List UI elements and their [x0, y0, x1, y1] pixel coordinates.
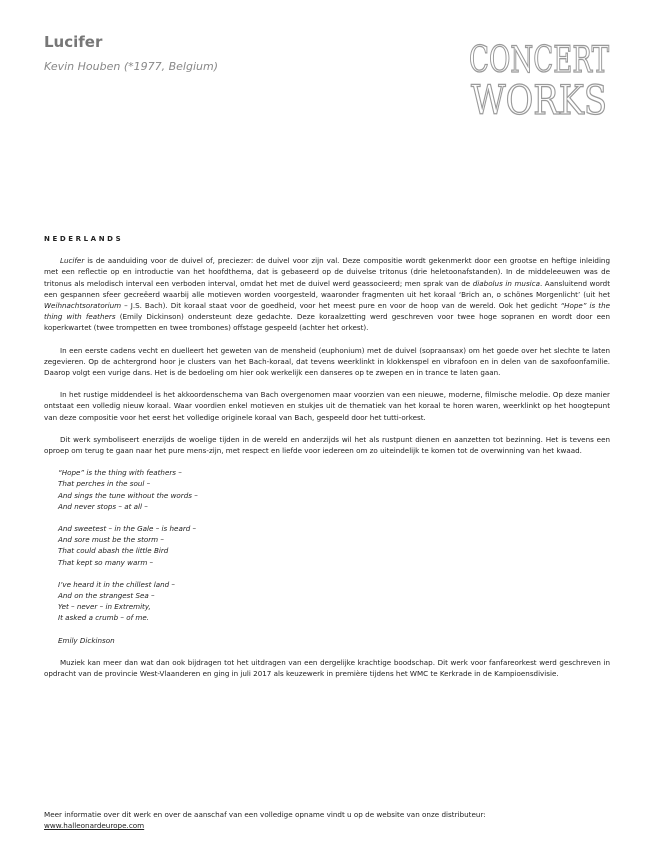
poem-line: Yet – never – in Extremity,: [58, 602, 151, 612]
poem-author: Emily Dickinson: [58, 635, 115, 645]
paragraph-symboliek: Dit werk symboliseert enerzijds de woelige tijden in de wereld en anderzijds wil het als rustpunt dienen en aanzetten tot bezinning. Het is tevens een oproep om terug te gaan naar het pure mens-zijn, met respect en liefde voor iedereen om zo uiteindelijk te komen tot de overwinning van het kwaad.: [44, 434, 610, 456]
text-run: – J.S. Bach). Dit koraal staat voor de goedheid, voor het meest pure en voor de hoop van de wereld. Ook het gedicht: [121, 301, 561, 311]
piece-title: Lucifer: [44, 33, 103, 51]
poem-line: And sweetest – in the Gale – is heard –: [58, 524, 197, 534]
footer: [44, 809, 486, 831]
poem-line: And never stops – at all –: [58, 501, 148, 511]
logo-graphic: [466, 32, 612, 126]
paragraph-middendeel: In het rustige middendeel is het akkoordenschema van Bach overgenomen maar voorzien van een nieuwe, moderne, filmische melodie. Op deze manier ontstaat een volledig nieuw koraal. Waar voordien enkel motieven en stukjes uit de thematiek van het koraal te horen waren, weerklinkt op het hoogtepunt van deze compositie voor het eerst het volledige originele koraal van Bach, gespeeld door het tutti-orkest.: [44, 390, 610, 422]
poem-line: And sore must be the storm –: [58, 535, 164, 545]
paragraph-cadens: In een eerste cadens vecht en duelleert het geweten van de mensheid (euphonium) met de duivel (sopraansax) om het goede over het slechte te laten zegevieren. Op de achtergrond hoor je clusters van het Bach-koraal, dat tevens weerklinkt in klokkenspel en vibrafoon en in delen van de saxofoonfamilie. Daarop volgt een vurige dans. Het is de bedoeling om hier ook werkelijk een danseres op te zwepen en in trance te laten gaan.: [44, 345, 610, 378]
poem-stanza: [58, 467, 610, 512]
text-run: . Aansluitend wordt een gespannen sfeer gecreëerd waarbij alle motieven worden voorgesteld, waaronder fragmenten uit het koraal ‘Brich an, o schönes Morgenlicht’ (uit het: [44, 278, 610, 299]
text-em: Weihnachtsoratorium: [44, 301, 122, 311]
poem-stanza: [58, 579, 610, 624]
paragraph-intro: [44, 255, 610, 333]
poem-line: That kept so many warm –: [58, 557, 154, 567]
poem: [58, 467, 610, 623]
text-em: diabolus in musica: [472, 278, 540, 288]
poem-line: That could abash the little Bird: [58, 546, 169, 556]
poem-line: That perches in the soul –: [58, 479, 151, 489]
logo-text-works: WORKS: [471, 78, 607, 124]
text-em: “Hope” is the thing with feathers: [44, 301, 610, 322]
poem-line: I’ve heard it in the chillest land –: [58, 579, 175, 589]
concert-works-logo: [466, 32, 612, 126]
text-run: is de aanduiding voor de duivel of, preciezer: de duivel voor zijn val. Deze compositie wordt gekenmerkt door een grootse en heftige inleiding met een reflectie op en introductie van het hoofdthema, dat is gebaseerd op de duivelse tritonus (drie heletoonafstanden). In de middeleeuwen was de tritonus als melodisch interval een verboden interval, omdat het met de duivel werd geassocieerd; men sprak van de: [44, 256, 610, 288]
poem-line: And sings the tune without the words –: [58, 490, 198, 500]
composer-line: Kevin Houben (*1977, Belgium): [44, 60, 218, 73]
poem-line: And on the strangest Sea –: [58, 591, 155, 601]
footer-info: Meer informatie over dit werk en over de aanschaf van een volledige opname vindt u op de website van onze distributeur:: [44, 810, 486, 819]
text-em: Lucifer: [60, 256, 85, 266]
poem-line: It asked a crumb – of me.: [58, 613, 150, 623]
language-heading: NEDERLANDS: [44, 235, 124, 243]
article-body: [44, 234, 610, 690]
paragraph-boodschap: Muziek kan meer dan wat dan ook bijdragen tot het uitdragen van een dergelijke krachtige boodschap. Dit werk voor fanfareorkest werd geschreven in opdracht van de provincie West-Vlaanderen en ging in juli 2017 als keuzewerk in première tijdens het WMC te Kerkrade in de Kampioensdivisie.: [44, 657, 610, 679]
logo-text-concert: CONCERT: [469, 40, 609, 81]
poem-stanza: [58, 523, 610, 568]
text-run: (Emily Dickinson) ondersteunt deze gedachte. Deze koraalzetting werd geschreven voor twee hoge sopranen en wordt door een koperkwartet (twee trompetten en twee trombones) offstage gespeeld (achter het orkest).: [44, 312, 610, 333]
distributor-link[interactable]: www.halleonardeurope.com: [44, 821, 145, 830]
poem-line: “Hope” is the thing with feathers –: [58, 468, 182, 478]
